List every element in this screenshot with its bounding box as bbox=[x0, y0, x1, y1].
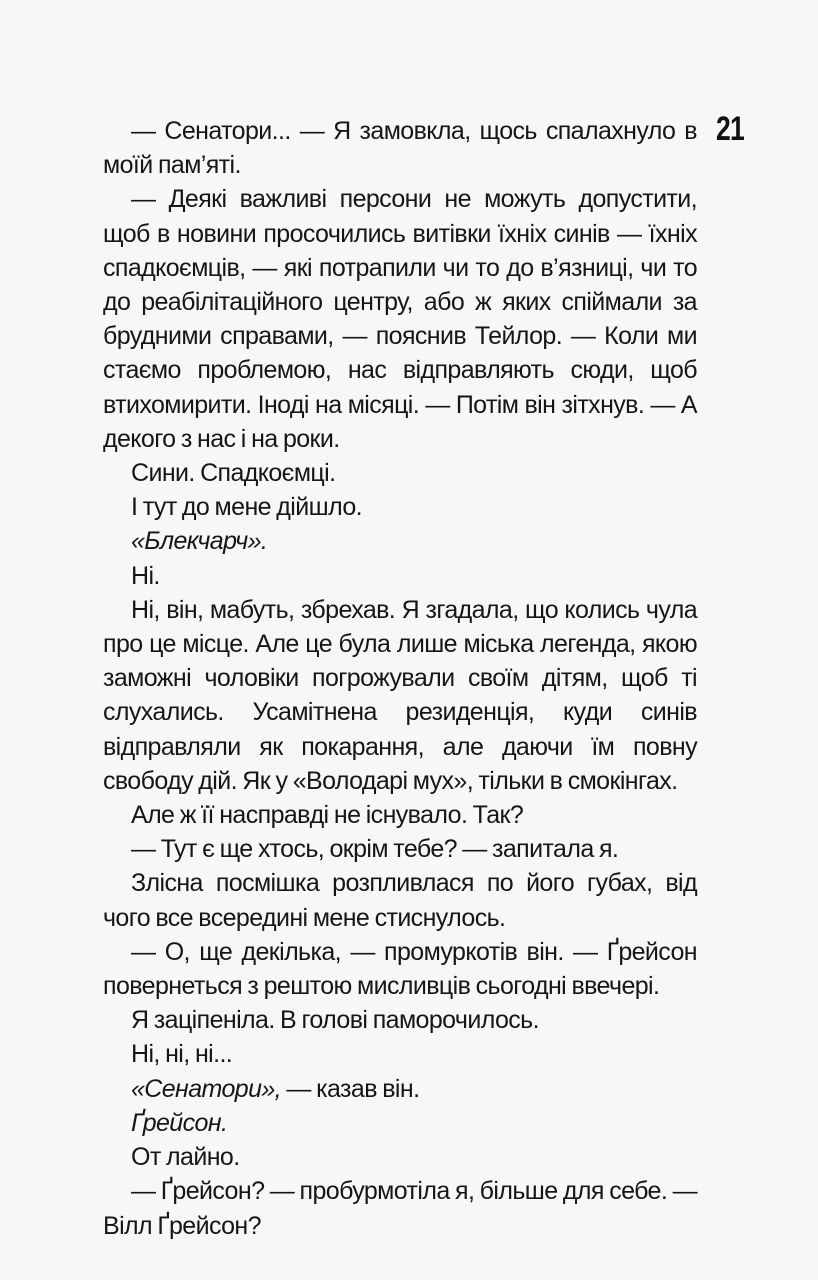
paragraph: Ні, ні, ні... bbox=[131, 1040, 233, 1069]
paragraph: — О, ще декілька, — промуркотів він. — Ґрейсон повернеться з рештою мисливців сьогодні ввечері. bbox=[103, 937, 697, 1001]
page-number: 21 bbox=[716, 110, 744, 148]
paragraph: Ні, він, мабуть, збрехав. Я згадала, що колись чула про це місце. Але це була лише міська легенда, якою заможні чоловіки погрожували своїм дітям, щоб ті слухались. Усамітнена резиденція, куди синів відправляли як покарання, але даючи їм повну свободу дій. Як у «Володарі мух», тільки в смокінгах. bbox=[103, 595, 697, 795]
paragraph: — Тут є ще хтось, окрім тебе? — запитала я. bbox=[131, 835, 619, 864]
paragraph: Але ж її насправді не існувало. Так? bbox=[131, 801, 524, 830]
quote-tail: — казав він. bbox=[281, 1074, 420, 1103]
paragraph: Я заціпеніла. В голові паморочилось. bbox=[131, 1006, 539, 1035]
italic-quote: «Сенатори», bbox=[131, 1074, 282, 1103]
paragraph: Сини. Спадкоємці. bbox=[131, 459, 336, 488]
paragraph: Ні. bbox=[131, 561, 160, 590]
paragraph: — Ґрейсон? — пробурмотіла я, більше для себе. — Вілл Ґрейсон? bbox=[103, 1177, 697, 1240]
paragraph: І тут до мене дійшло. bbox=[131, 493, 362, 522]
paragraph-italic: Ґрейсон. bbox=[131, 1108, 228, 1137]
body-text bbox=[103, 114, 697, 1243]
paragraph-italic: «Блекчарч». bbox=[131, 527, 268, 556]
paragraph-mixed bbox=[103, 1072, 697, 1106]
paragraph: Злісна посмішка розпливлася по його губах, від чого все всередині мене стиснулось. bbox=[103, 869, 697, 932]
paragraph: — Сенатори... — Я замовкла, щось спалахнуло в моїй пам’яті. bbox=[103, 117, 697, 180]
paragraph: — Деякі важливі персони не можуть допустити, щоб в новини просочились витівки їхніх синів — їхніх спадкоємців, — які потрапили чи то до в’язниці, чи то до реабілітаційного центру, або ж яких спіймали за брудними справами, — пояснив Тейлор. — Коли ми стаємо проблемою, нас відправляють сюди, щоб втихомирити. Іноді на місяці. — Потім він зітхнув. — А декого з нас і на роки. bbox=[103, 185, 697, 453]
paragraph: От лайно. bbox=[131, 1143, 240, 1172]
